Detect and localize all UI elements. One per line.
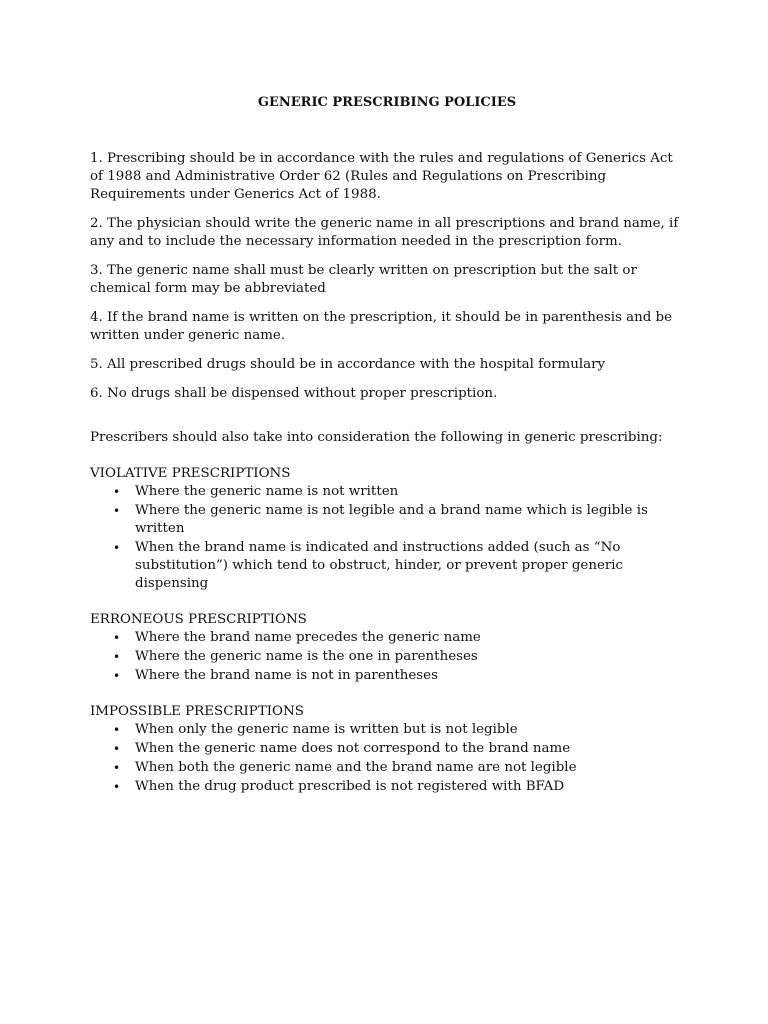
intro-paragraph: Prescribers should also take into consideration the following in generic prescribing: (90, 430, 663, 445)
list-item (90, 778, 690, 796)
list-item-text: When only the generic name is written but is not legible (135, 722, 518, 737)
list-item (90, 648, 690, 666)
bullet-icon: • (113, 723, 121, 737)
section-heading: VIOLATIVE PRESCRIPTIONS (90, 466, 291, 481)
policy-item: 4. If the brand name is written on the prescription, it should be in parenthesis and be written under generic name. (90, 310, 673, 343)
section-heading: ERRONEOUS PRESCRIPTIONS (90, 612, 307, 627)
list-item (90, 483, 690, 501)
policy-item: 2. The physician should write the generic name in all prescriptions and brand name, if any and to include the necessary information needed in the prescription form. (90, 216, 679, 249)
section-violative (90, 465, 690, 593)
list-item-text: Where the generic name is not legible and a brand name which is legible is written (135, 503, 648, 536)
bullet-icon: • (113, 485, 121, 499)
list-item (90, 539, 690, 593)
list-item (90, 629, 690, 647)
policy-list (90, 150, 690, 403)
list-item-text: When the generic name does not correspond to the brand name (135, 741, 571, 756)
list-item-text: Where the generic name is not written (135, 484, 399, 499)
bullet-icon: • (113, 669, 121, 683)
section-erroneous (90, 611, 690, 685)
list-item (90, 667, 690, 685)
section-heading: IMPOSSIBLE PRESCRIPTIONS (90, 704, 304, 719)
list-item-text: Where the brand name precedes the generic name (135, 630, 481, 645)
bullet-icon: • (113, 742, 121, 756)
bullet-icon: • (113, 650, 121, 664)
list-item (90, 740, 690, 758)
policy-item: 6. No drugs shall be dispensed without proper prescription. (90, 386, 498, 401)
bullet-icon: • (113, 504, 121, 518)
policy-item: 1. Prescribing should be in accordance with the rules and regulations of Generics Act of 1988 and Administrative Order 62 (Rules and Regulations on Prescribing Requirements under Generics Act of 1988. (90, 151, 673, 202)
list-item-text: When both the generic name and the brand name are not legible (135, 760, 577, 775)
list-item-text: When the drug product prescribed is not registered with BFAD (135, 779, 565, 794)
bullet-icon: • (113, 780, 121, 794)
list-item (90, 759, 690, 777)
bullet-list (90, 721, 690, 796)
bullet-icon: • (113, 631, 121, 645)
list-item (90, 721, 690, 739)
list-item-text: When the brand name is indicated and instructions added (such as “No substitution”) which tend to obstruct, hinder, or prevent proper generic dispensing (135, 540, 624, 591)
list-item-text: Where the generic name is the one in parentheses (135, 649, 478, 664)
bullet-list (90, 629, 690, 685)
document-title: GENERIC PRESCRIBING POLICIES (257, 95, 517, 110)
bullet-list (90, 483, 690, 593)
document-page (90, 94, 690, 814)
list-item (90, 502, 690, 538)
bullet-icon: • (113, 541, 121, 555)
section-impossible (90, 703, 690, 796)
list-item-text: Where the brand name is not in parentheses (135, 668, 438, 683)
bullet-icon: • (113, 761, 121, 775)
policy-item: 3. The generic name shall must be clearly written on prescription but the salt or chemical form may be abbreviated (90, 263, 637, 296)
policy-item: 5. All prescribed drugs should be in accordance with the hospital formulary (90, 357, 606, 372)
